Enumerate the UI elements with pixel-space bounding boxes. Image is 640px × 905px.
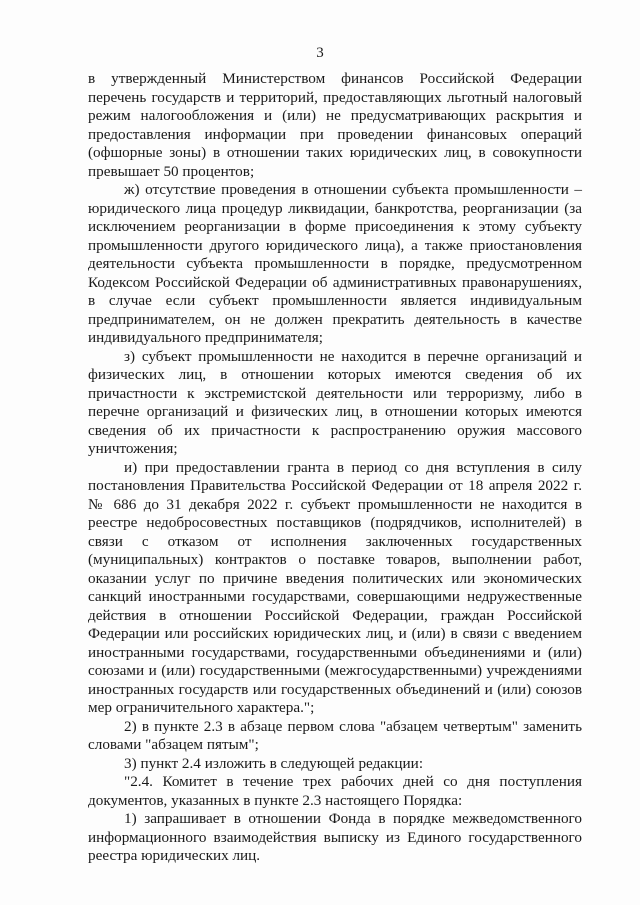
paragraph-i: и) при предоставлении гранта в период со дня вступления в силу постановления Правительства Российской Федерации от 18 апреля 2022 г. № 686 до 31 декабря 2022 г. субъект промышленности не находится в реестре недобросовестных поставщиков (подрядчиков, исполнителей) в связи с отказом от исполнения заключенных государственных (муниципальных) контрактов о поставке товаров, выполнении работ, оказании услуг по причине введения политических или экономических санкций иностранными государствами, совершающими недружественные действия в отношении Российской Федерации, граждан Российской Федерации или российских юридических лиц, и (или) в связи с введением иностранными государствами, государственными объединениями и (или) союзами и (или) государственными (межгосударственными) учреждениями иностранных государств или государственных объединений и (или) союзов мер ограничительного характера."; xyxy=(88,458,582,716)
paragraph-offshore: в утвержденный Министерством финансов Российской Федерации перечень государств и территорий, предоставляющих льготный налоговый режим налогообложения и (или) не предусматривающих раскрытия и предоставления информации при проведении финансовых операций (офшорные зоны) в отношении таких юридических лиц, в совокупности превышает 50 процентов; xyxy=(88,70,582,180)
paragraph-item-2: 2) в пункте 2.3 в абзаце первом слова "абзацем четвертым" заменить словами "абзацем пятым"; xyxy=(88,717,582,753)
paragraph-z: з) субъект промышленности не находится в перечне организаций и физических лиц, в отношении которых имеются сведения об их причастности к экстремистской деятельности или терроризму, либо в перечне организаций и физических лиц, в отношении которых имеются сведения об их причастности к распространению оружия массового уничтожения; xyxy=(88,347,582,457)
paragraph-2-4-1: 1) запрашивает в отношении Фонда в порядке межведомственного информационного взаимодействия выписку из Единого государственного реестра юридических лиц. xyxy=(88,810,582,864)
paragraph-2-4: "2.4. Комитет в течение трех рабочих дней со дня поступления документов, указанных в пункте 2.3 настоящего Порядка: xyxy=(88,773,582,809)
page-number: 3 xyxy=(316,45,324,61)
paragraph-item-3: 3) пункт 2.4 изложить в следующей редакции: xyxy=(124,754,424,772)
document-body xyxy=(88,70,582,866)
paragraph-zh: ж) отсутствие проведения в отношении субъекта промышленности – юридического лица процедур ликвидации, банкротства, реорганизации (за исключением реорганизации в форме присоединения к этому субъекту промышленности другого юридического лица), а также приостановления деятельности субъекта промышленности в порядке, предусмотренном Кодексом Российской Федерации об административных правонарушениях, в случае если субъект промышленности является индивидуальным предпринимателем, он не должен прекратить деятельность в качестве индивидуального предпринимателя; xyxy=(88,181,582,346)
